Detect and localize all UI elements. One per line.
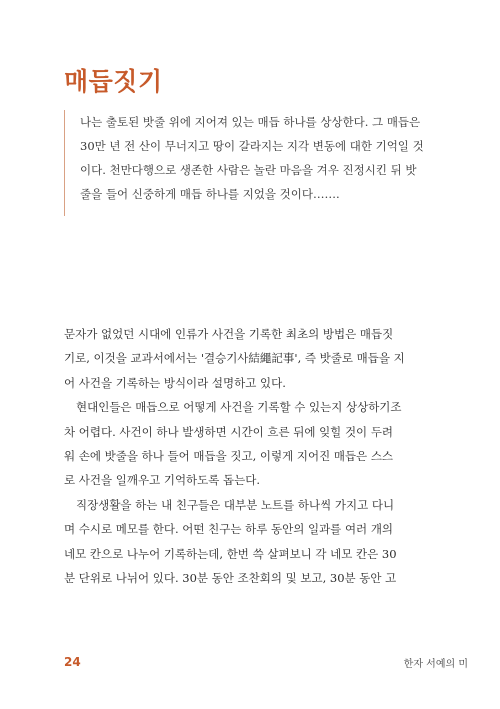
body-text	[64, 322, 469, 590]
body-line-11: 분 단위로 나뉘어 있다. 30분 동안 조찬회의 및 보고, 30분 동안 고	[64, 571, 397, 586]
page-number: 24	[64, 655, 81, 669]
intro-vertical-rule	[64, 110, 65, 216]
body-line-7: 로 사건을 일깨우고 기억하도록 돕는다.	[64, 473, 261, 488]
intro-passage	[80, 110, 470, 216]
intro-line-2: 30만 년 전 산이 무너지고 땅이 갈라지는 지각 변동에 대한 기억일 것	[80, 139, 424, 153]
running-footer-title: 한자 서예의 미	[403, 659, 468, 670]
body-line-5: 차 어렵다. 사건이 하나 발생하면 시간이 흐른 뒤에 잊힐 것이 두려	[64, 424, 394, 439]
body-line-4: 현대인들은 매듭으로 어떻게 사건을 기록할 수 있는지 상상하기조	[76, 400, 402, 415]
body-line-10: 네모 칸으로 나누어 기록하는데, 한번 쓱 살펴보니 각 네모 칸은 30	[64, 546, 397, 561]
body-line-3: 어 사건을 기록하는 방식이라 설명하고 있다.	[64, 375, 286, 390]
body-line-9: 며 수시로 메모를 한다. 어떤 친구는 하루 동안의 일과를 여러 개의	[64, 522, 394, 537]
intro-line-3: 이다. 천만다행으로 생존한 사람은 놀란 마음을 겨우 진정시킨 뒤 밧	[80, 163, 417, 177]
intro-paragraph	[80, 110, 470, 206]
chapter-title: 매듭짓기	[64, 67, 163, 96]
body-line-6: 워 손에 밧줄을 하나 들어 매듭을 짓고, 이렇게 지어진 매듭은 스스	[64, 449, 394, 464]
body-line-1: 문자가 없었던 시대에 인류가 사건을 기록한 최초의 방법은 매듭짓	[64, 327, 394, 341]
body-line-8: 직장생활을 하는 내 친구들은 대부분 노트를 하나씩 가지고 다니	[76, 497, 395, 512]
intro-line-1: 나는 출토된 밧줄 위에 지어져 있는 매듭 하나를 상상한다. 그 매듭은	[80, 115, 421, 129]
body-line-2: 기로, 이것을 교과서에서는 '결승기사結繩記事', 즉 밧줄로 매듭을 지	[64, 351, 405, 366]
intro-line-4: 줄을 들어 신중하게 매듭 하나를 지었을 것이다…….	[80, 187, 340, 201]
